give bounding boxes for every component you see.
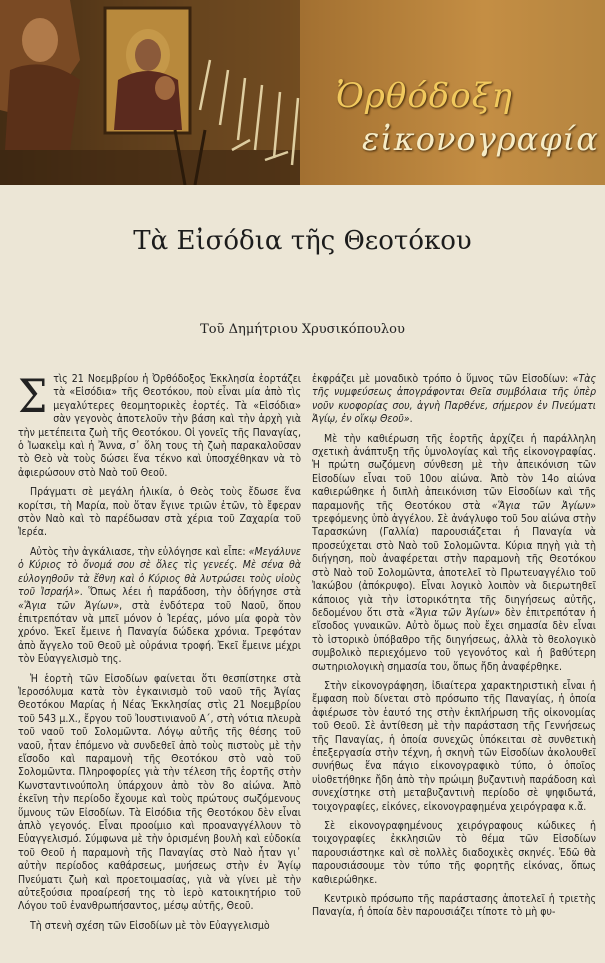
- left-paragraph-4: Ἡ ἑορτὴ τῶν Εἰσοδίων φαίνεται ὅτι θεσπίστηκε στὰ Ἱεροσόλυμα κατὰ τὸν ἐγκαινισμὸ τοῦ ναοῦ τῆς Ἁγίας Θεοτόκου Μαρίας ἡ Νέας Ἐκκλησίας στὶς 21 Νοεμβρίου τοῦ 543 μ.Χ., ἔργου τοῦ Ἰουστινιανοῦ Α΄, στὴ νότια πλευρὰ τοῦ ναοῦ τοῦ Σολομῶντα. Λόγῳ αὐτῆς τῆς θέσης τοῦ ναοῦ, ἦταν ἑπόμενο νὰ συνδεθεῖ ἀπὸ τοὺς πιστοὺς μὲ τὴν εἴσοδο καὶ παραμονὴ τῆς Θεοτόκου στὸ ναὸ τοῦ Σολομῶντα. Πληροφορίες γιὰ τὴν τέλεση τῆς ἑορτῆς στὴν Κωνσταντινούπολη ὑπάρχουν ἀπὸ τὸν 8ο αἰώνα. Ἀπὸ ἐκεῖνη τὴν περίοδο ἔχουμε καὶ τοὺς πρώτους σωζόμενους ὕμνους τῶν Εἰσοδίων. Τὰ Εἰσόδια τῆς Θεοτόκου δὲν εἶναι ἁπλὸ γεγονός. Εἶναι προοίμιο καὶ προαναγγέλλουν τὸ Εὐαγγελισμό. Σύμφωνα μὲ τὴν ὁρισμένη βουλὴ καὶ εὐδοκία τοῦ Θεοῦ ἡ παραμονὴ τῆς Παναγίας στὸ Ναὸ ἦταν γι᾽ αὐτὴν περίοδος καθάρσεως, μυήσεως στὴν ἐν Ἁγίῳ Πνεύματι ζωὴ καὶ προετοιμασίας, γιὰ νὰ γίνει μὲ τὴν αὐτεξούσια προαίρεσή της τὸ ἱερὸ κατοικητήριο τοῦ Λόγου τοῦ ἐνανθρωπήσαντος, μέσῳ αὐτῆς, Θεοῦ.: [18, 672, 301, 913]
- article-title: Τὰ Εἰσόδια τῆς Θεοτόκου: [133, 226, 472, 256]
- left-p3-a: Αὐτὸς τὴν ἀγκάλιασε, τὴν εὐλόγησε καὶ εἶπε:: [30, 545, 249, 558]
- right-p2-quote1: «Ἅγια τῶν Ἁγίων»: [491, 499, 596, 512]
- article-byline: Τοῦ Δημήτριου Χρυσικόπουλου: [200, 322, 405, 337]
- left-p3-b: . Ὅπως λέει ἡ παράδοση, τὴν ὁδήγησε στὰ: [79, 586, 301, 599]
- right-p1-b: .: [409, 413, 413, 426]
- left-paragraph-3: [18, 546, 301, 667]
- header-banner: [0, 0, 605, 185]
- left-paragraph-2: Πράγματι σὲ μεγάλη ἡλικία, ὁ Θεὸς τοὺς ἔδωσε ἕνα κορίτσι, τὴ Μαρία, ποὺ ὅταν ἔγινε τριῶν ἐτῶν, τὸ ἔφεραν στὸν Ναὸ καὶ τὸ παρέδωσαν στὰ χέρια τοῦ Ζαχαρία τοῦ Ἱερέα.: [18, 486, 301, 539]
- right-column: [312, 373, 596, 963]
- dropcap: Σ: [18, 373, 48, 423]
- banner-title-line2: εἰκονογραφία: [362, 120, 599, 158]
- right-paragraph-2: [312, 433, 596, 674]
- right-p2-quote2: «Ἅγια τῶν Ἁγίων»: [408, 606, 501, 619]
- right-p2-b: τρεφόμενης ὑπὸ ἀγγέλου. Σὲ ἀνάγλυφο τοῦ 5ου αἰώνα στὴν Ταρασκώνη (Γαλλία) παρουσιάζεται ἡ Παναγία νὰ προσεύχεται στὸ Ναὸ τοῦ Σολομῶντα. Κύρια πηγὴ γιὰ τὴ διήγηση, ποὺ ἀναφέρεται στὴν παραμονὴ τῆς Θεοτόκου στὸ Ναὸ τοῦ Σολομῶντα, ἀποτελεῖ τὸ Πρωτευαγγέλιο τοῦ Ἰακώβου (ἀπόκρυφο). Εἶναι λογικὸ λοιπὸν νὰ διερωτηθεῖ κάποιος γιὰ τὴν ἱστορικότητα τῆς διηγήσεως αὐτῆς, δεδομένου ὅτι στὰ: [312, 513, 596, 619]
- left-paragraph-1: [18, 373, 301, 480]
- left-p3-c: , στὰ ἐνδότερα τοῦ Ναοῦ, ὅπου ἐπιτρεπόταν νὰ μπεῖ μόνον ὁ Ἱερέας, μόνο μία φορὰ τὸν χρόνο. Ἐκεῖ ἔμεινε ἡ Παναγία δώδεκα χρόνια. Τρεφόταν ἀπὸ ἄγγελο τοῦ Θεοῦ μὲ οὐράνια τροφή. Ἐκεῖ ἔμεινε μέχρι τὸν Εὐαγγελισμὸ της.: [18, 599, 301, 666]
- right-paragraph-3: Στὴν εἰκονογράφηση, ἰδιαίτερα χαρακτηριστικὴ εἶναι ἡ ἔμφαση ποὺ δίνεται στὸ πρόσωπο τῆς Παναγίας, ἡ ὁποία ἀφιέρωσε τὸν ἑαυτό της στὴν ἐκπλήρωση τῆς οἰκονομίας τοῦ Θεοῦ. Σὲ ἀντίθεση μὲ τὴν παράσταση τῆς Γεννήσεως τῆς Παναγίας, ἡ ὁποία συνεχῶς ὑπόκειται σὲ συνθετικὴ ἐπεξεργασία στὴν τέχνη, ἡ σκηνὴ τῶν Εἰσοδίων ἀκολουθεῖ συνήθως ἕνα πάγιο εἰκονογραφικὸ τύπο, ὁ ὁποῖος υἱοθετήθηκε ἤδη ἀπὸ τὴν πρώιμη βυζαντινὴ παράδοση καὶ συνεχίστηκε στὴ μεταβυζαντινὴ περίοδο σὲ ψηφιδωτά, τοιχογραφίες, εἰκόνες, εἰκονογραφημένα χειρόγραφα κ.ἄ.: [312, 679, 596, 813]
- right-p2-a: Μὲ τὴν καθιέρωση τῆς ἑορτῆς ἀρχίζει ἡ παράλληλη σχετικὴ ἀνάπτυξη τῆς ὑμνολογίας καὶ τῆς εἰκονογραφίας. Ἡ πρώτη σωζόμενη σύνθεση μὲ τὴν ἀπεικόνιση τῶν Εἰσοδίων εἶναι τοῦ 10ου αἰώνα. Ἀπὸ τὸν 14ο αἰώνα καθιερώθηκε ἡ διπλὴ ἀπεικόνιση τῶν Εἰσοδίων καὶ τῆς παραμονῆς τῆς Θεοτόκου στὰ: [312, 432, 596, 512]
- right-p2-c: δὲν ἐπιτρεπόταν ἡ εἴσοδος γυναικῶν. Αὐτὸ ὅμως ποὺ ἔχει σημασία δὲν εἶναι τὸ ἱστορικὸ ὑπόβαθρο τῆς διηγήσεως, ἀλλὰ τὸ θεολογικὸ συμβολικὸ περιεχόμενο τοῦ γεγονότος καὶ ἡ βαθύτερη σωτηριολογικὴ σημασία του, ὅπως ἤδη ἀναφέρθηκε.: [312, 606, 596, 673]
- right-p1-a: ἐκφράζει μὲ μοναδικὸ τρόπο ὁ ὕμνος τῶν Εἰσοδίων:: [312, 373, 573, 385]
- left-p3-quote1: «Μεγάλυνε ὁ Κύριος τὸ ὄνομά σου σὲ ὅλες τὶς γενεές. Μὲ σένα θὰ εὐλογηθοῦν τὰ ἔθνη καὶ ὁ Κύριος θὰ λυτρώσει τοὺς υἱοὺς τοῦ Ἰσραήλ»: [18, 545, 301, 599]
- right-p1-quote: «Τὰς τῆς νυμφεύσεως ἀπογράφονται Θεῖα συμβόλαια τῆς ὑπὲρ νοῦν κυοφορίας σου, ἁγνὴ Παρθένε, σήμερον ἐν Πνεύματι Ἁγίῳ, ἐν οἴκῳ Θεοῦ»: [312, 373, 596, 426]
- right-paragraph-4: Σὲ εἰκονογραφημένους χειρόγραφους κώδικες ἡ τοιχογραφίες ἐκκλησιῶν τὸ θέμα τῶν Εἰσοδίων παρουσιάστηκε καὶ σὲ πολλὲς διαδοχικὲς σκηνές. Ἐδῶ θὰ παρουσιάσουμε τὸν τύπο τῆς φορητῆς εἰκόνας, ὅπως καθιερώθηκε.: [312, 820, 596, 886]
- left-column: [18, 373, 301, 963]
- banner-title-line1: Ὀρθόδοξη: [336, 76, 513, 116]
- left-p3-quote2: «Ἅγια τῶν Ἁγίων»: [18, 599, 120, 612]
- right-paragraph-5: Κεντρικὸ πρόσωπο τῆς παράστασης ἀποτελεῖ ἡ τριετὴς Παναγία, ἡ ὁποία δὲν παρουσιάζει τίποτε τὸ μὴ φυ-: [312, 893, 596, 919]
- right-paragraph-1: [312, 373, 596, 427]
- left-paragraph-5: Τὴ στενὴ σχέση τῶν Εἰσοδίων μὲ τὸν Εὐαγγελισμὸ: [30, 919, 270, 932]
- left-p1-text: τὶς 21 Νοεμβρίου ἡ Ὀρθόδοξος Ἐκκλησία ἑορτάζει τὰ «Εἰσόδια» τῆς Θεοτόκου, ποὺ εἶναι μία ἀπὸ τὶς μεγαλύτερες θεομητορικὲς ἑορτές. Τὰ «Εἰσόδια» σὰν γεγονὸς ἀποτελοῦν τὴν βάση καὶ τὴν ἀρχὴ γιὰ τὴν μετέπειτα ζωὴ τῆς Θεοτόκου. Οἱ γονεῖς τῆς Παναγίας, ὁ Ἰωακεὶμ καὶ ἡ Ἄννα, σ᾽ ὅλη τους τὴ ζωὴ παρακαλοῦσαν τὸ Θεὸ νὰ τοὺς δώσει ἕνα τέκνο καὶ ὑποσχέθηκαν νὰ τὸ ἀφιερώσουν στὸ Ναὸ τοῦ Θεοῦ.: [18, 373, 301, 479]
